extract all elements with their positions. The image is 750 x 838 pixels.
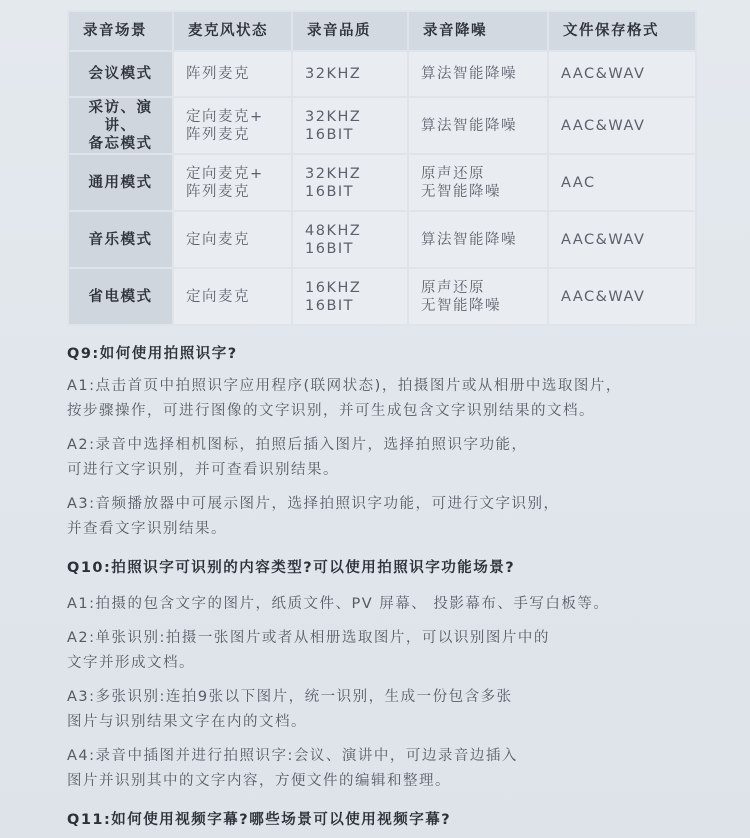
header-format: 文件保存格式	[548, 11, 696, 51]
cell-line: 算法智能降噪	[421, 231, 517, 248]
answer-line: A2:单张识别:拍摄一张图片或者从相册选取图片，可以识别图片中的	[67, 630, 550, 646]
answer-q10-a3	[67, 685, 513, 735]
question-q11: Q11:如何使用视频字幕?哪些场景可以使用视频字幕?	[67, 812, 452, 828]
cell-quality	[292, 97, 408, 154]
answer-q9-a3	[67, 492, 560, 542]
cell-line: 省电模式	[88, 288, 153, 305]
cell-line: 48KHZ	[305, 222, 362, 239]
cell-mic	[173, 97, 292, 154]
cell-mic	[173, 268, 292, 325]
answer-line: A2:录音中选择相机图标，拍照后插入图片，选择拍照识字功能，	[67, 437, 528, 453]
header-scene: 录音场景	[68, 11, 173, 51]
header-noise: 录音降噪	[408, 11, 548, 51]
cell-format	[548, 97, 696, 154]
cell-line: 32KHZ	[305, 66, 362, 82]
table-row	[68, 268, 696, 325]
cell-line: 16BIT	[305, 240, 355, 257]
cell-line: 定向麦克+	[186, 108, 264, 125]
header-mic: 麦克风状态	[173, 11, 292, 51]
cell-line: 音乐模式	[88, 231, 153, 248]
cell-format	[548, 268, 696, 325]
answer-line: 图片与识别结果文字在内的文档。	[67, 714, 307, 730]
cell-line: 16BIT	[305, 297, 355, 314]
answer-line: 文字并形成文档。	[67, 655, 195, 671]
cell-line: 32KHZ	[305, 108, 362, 125]
cell-mic	[173, 51, 292, 97]
cell-line: AAC&WAV	[561, 66, 646, 82]
table-row	[68, 154, 696, 211]
answer-line: 并查看文字识别结果。	[67, 521, 227, 537]
cell-line: 采访、演讲、	[88, 99, 153, 134]
cell-quality	[292, 154, 408, 211]
cell-line: 会议模式	[88, 66, 153, 82]
header-quality: 录音品质	[292, 11, 408, 51]
answer-q10-a4	[67, 744, 518, 794]
cell-line: 16BIT	[305, 126, 355, 143]
cell-noise	[408, 154, 548, 211]
cell-line: 16BIT	[305, 183, 355, 200]
cell-line: 无智能降噪	[421, 297, 501, 314]
table-header-row	[68, 11, 696, 51]
cell-format	[548, 211, 696, 268]
cell-line: AAC&WAV	[561, 231, 646, 248]
cell-line: AAC	[561, 174, 596, 191]
cell-line: 原声还原	[421, 279, 485, 296]
answer-line: A4:录音中插图并进行拍照识字:会议、演讲中，可边录音边插入	[67, 748, 518, 764]
cell-line: 定向麦克	[186, 288, 250, 305]
cell-scene	[68, 97, 173, 154]
cell-line: 备忘模式	[88, 135, 153, 152]
answer-line: A3:音频播放器中可展示图片，选择拍照识字功能，可进行文字识别，	[67, 496, 560, 512]
cell-line: 通用模式	[88, 174, 153, 191]
answer-line: A1:拍摄的包含文字的图片，纸质文件、PV 屏幕、 投影幕布、手写白板等。	[67, 596, 610, 612]
cell-line: AAC&WAV	[561, 288, 646, 305]
answer-line: 可进行文字识别，并可查看识别结果。	[67, 462, 339, 478]
cell-line: 阵列麦克	[186, 66, 250, 82]
cell-noise	[408, 268, 548, 325]
cell-format	[548, 51, 696, 97]
cell-quality	[292, 51, 408, 97]
answer-line: A1:点击首页中拍照识字应用程序(联网状态)，拍摄图片或从相册中选取图片，	[67, 378, 622, 394]
answer-line: 图片并识别其中的文字内容，方便文件的编辑和整理。	[67, 773, 451, 789]
cell-line: 原声还原	[421, 165, 485, 182]
cell-scene	[68, 154, 173, 211]
cell-line: 算法智能降噪	[421, 117, 517, 134]
table-row	[68, 51, 696, 97]
recording-modes-table	[67, 10, 697, 326]
answer-q9-a2	[67, 433, 528, 483]
answer-q10-a2	[67, 626, 550, 676]
cell-noise	[408, 51, 548, 97]
cell-noise	[408, 97, 548, 154]
table-row	[68, 97, 696, 154]
answer-q9-a1	[67, 374, 622, 424]
cell-line: 阵列麦克	[186, 126, 250, 143]
cell-line: 无智能降噪	[421, 183, 501, 200]
cell-line: 阵列麦克	[186, 183, 250, 200]
cell-mic	[173, 211, 292, 268]
cell-format	[548, 154, 696, 211]
question-q10: Q10:拍照识字可识别的内容类型?可以使用拍照识字功能场景?	[67, 560, 516, 576]
cell-scene	[68, 211, 173, 268]
answer-q10-a1	[67, 592, 609, 617]
answer-line: A3:多张识别:连拍9张以下图片，统一识别，生成一份包含多张	[67, 689, 513, 705]
table-row	[68, 211, 696, 268]
cell-quality	[292, 268, 408, 325]
cell-scene	[68, 268, 173, 325]
cell-mic	[173, 154, 292, 211]
cell-line: 定向麦克	[186, 231, 250, 248]
cell-line: AAC&WAV	[561, 117, 646, 134]
question-q9: Q9:如何使用拍照识字?	[67, 346, 238, 362]
cell-line: 32KHZ	[305, 165, 362, 182]
cell-line: 定向麦克+	[186, 165, 264, 182]
cell-noise	[408, 211, 548, 268]
cell-line: 算法智能降噪	[421, 66, 517, 82]
cell-quality	[292, 211, 408, 268]
cell-line: 16KHZ	[305, 279, 362, 296]
answer-line: 按步骤操作，可进行图像的文字识别，并可生成包含文字识别结果的文档。	[67, 403, 595, 419]
cell-scene	[68, 51, 173, 97]
